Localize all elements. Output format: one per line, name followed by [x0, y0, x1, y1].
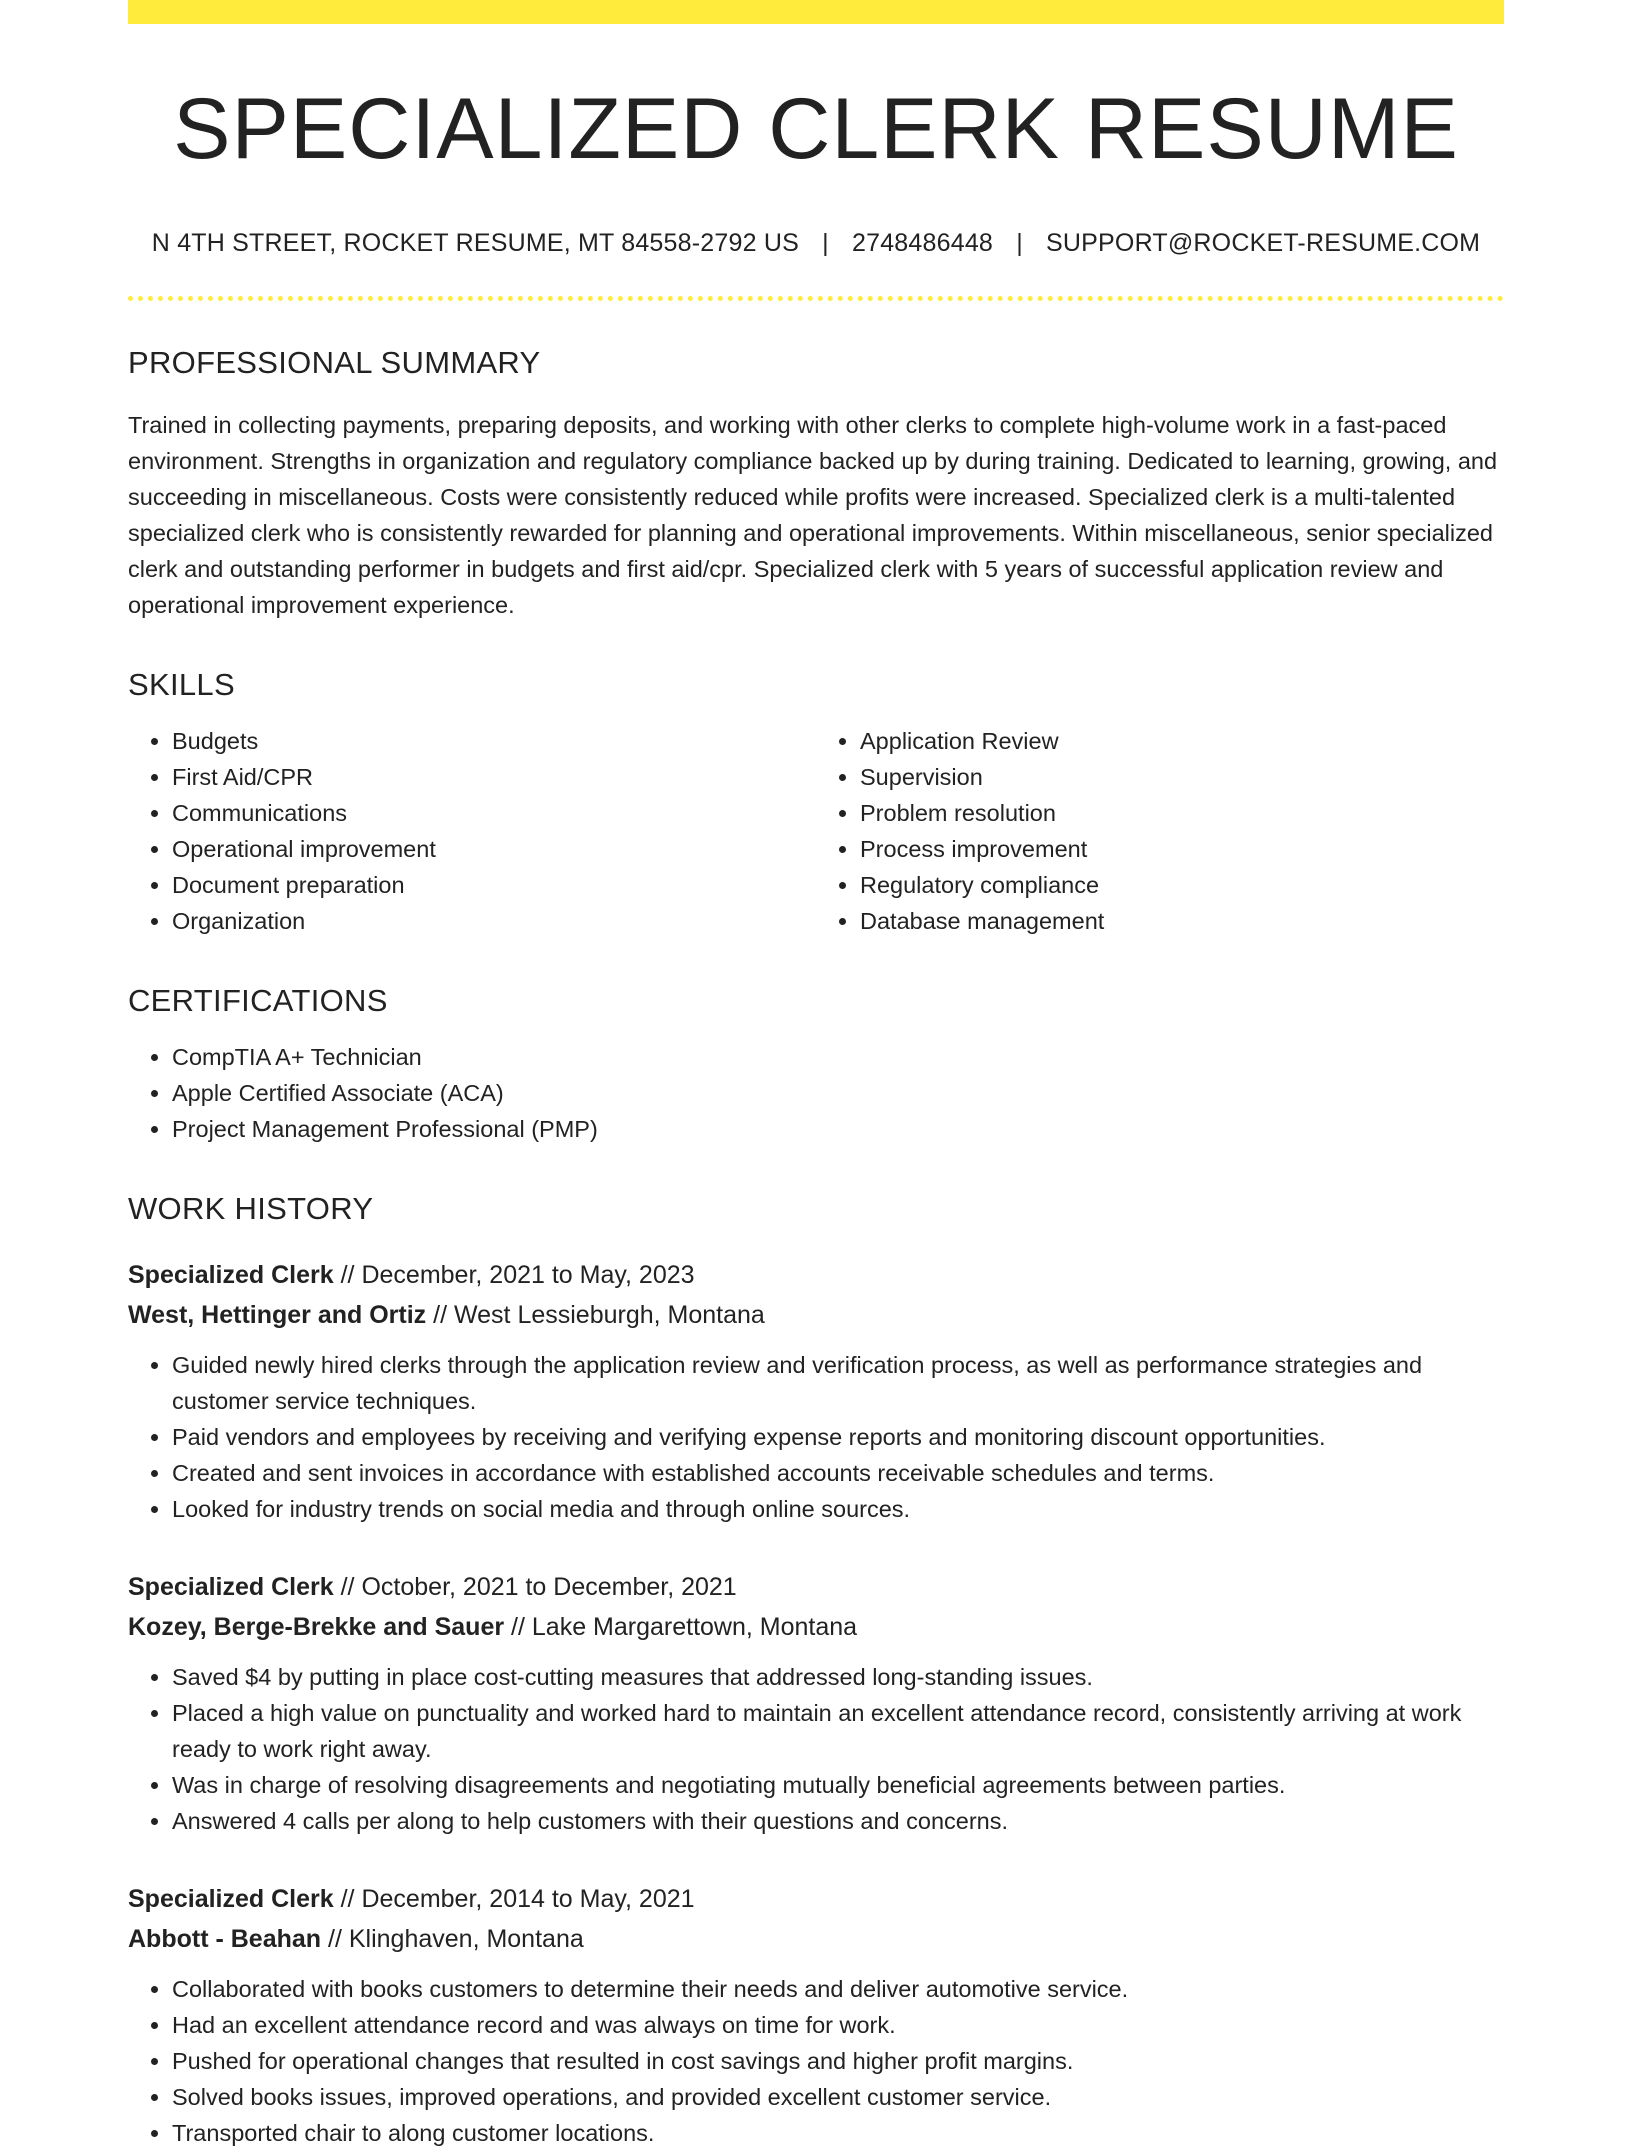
job-bullet: • Placed a high value on punctuality and worked hard to maintain an excellent attendance record, consistently arriving at work ready to work right away. [172, 1695, 1504, 1767]
job-bullet: • Collaborated with books customers to determine their needs and deliver automotive service. [172, 1971, 1504, 2007]
job-bullet: • Saved $4 by putting in place cost-cutting measures that addressed long-standing issues. [172, 1659, 1504, 1695]
job-dates: December, 2014 to May, 2021 [361, 1884, 695, 1913]
job-divider: // [433, 1300, 448, 1329]
contact-line [128, 229, 1504, 258]
skill-item: • Budgets [172, 723, 816, 759]
section-heading-summary: PROFESSIONAL SUMMARY [128, 344, 541, 380]
contact-address: N 4TH STREET, ROCKET RESUME, MT 84558-2792 US [151, 228, 799, 257]
job-entry [128, 1879, 1504, 2151]
work-history-section [128, 1191, 1504, 2151]
resume-title: SPECIALIZED CLERK RESUME [173, 81, 1459, 177]
job-location: Klinghaven, Montana [348, 1924, 584, 1953]
contact-separator: | [822, 228, 829, 257]
certification-item: • Project Management Professional (PMP) [172, 1111, 1504, 1147]
job-divider: // [340, 1884, 355, 1913]
section-heading-skills: SKILLS [128, 666, 235, 702]
skills-section [128, 667, 1504, 939]
job-dates: December, 2021 to May, 2023 [361, 1260, 695, 1289]
skill-item: • Document preparation [172, 867, 816, 903]
skill-item: • Operational improvement [172, 831, 816, 867]
job-bullet: • Was in charge of resolving disagreements and negotiating mutually beneficial agreements between parties. [172, 1767, 1504, 1803]
job-bullets [128, 1971, 1504, 2151]
job-company-line [128, 1607, 1504, 1647]
job-company: Kozey, Berge-Brekke and Sauer [128, 1612, 505, 1641]
job-title-line [128, 1567, 1504, 1607]
certification-item: • CompTIA A+ Technician [172, 1039, 1504, 1075]
contact-phone: 2748486448 [851, 228, 994, 257]
job-entry [128, 1255, 1504, 1527]
job-title-line [128, 1255, 1504, 1295]
job-company: Abbott - Beahan [128, 1924, 322, 1953]
job-bullet: • Transported chair to along customer locations. [172, 2115, 1504, 2151]
resume-page [128, 0, 1504, 2151]
job-bullet: • Guided newly hired clerks through the application review and verification process, as well as performance strategies and customer service techniques. [172, 1347, 1504, 1419]
job-entry [128, 1567, 1504, 1839]
skill-item: • Organization [172, 903, 816, 939]
job-bullet: • Solved books issues, improved operations, and provided excellent customer service. [172, 2079, 1504, 2115]
certification-item: • Apple Certified Associate (ACA) [172, 1075, 1504, 1111]
job-location: Lake Margarettown, Montana [531, 1612, 858, 1641]
skill-item: • First Aid/CPR [172, 759, 816, 795]
skills-list-right [816, 723, 1504, 939]
job-bullets [128, 1659, 1504, 1839]
skill-item: • Supervision [860, 759, 1504, 795]
job-bullet: • Paid vendors and employees by receiving and verifying expense reports and monitoring discount opportunities. [172, 1419, 1504, 1455]
skill-item: • Application Review [860, 723, 1504, 759]
job-bullet: • Pushed for operational changes that resulted in cost savings and higher profit margins. [172, 2043, 1504, 2079]
job-bullet: • Answered 4 calls per along to help customers with their questions and concerns. [172, 1803, 1504, 1839]
dotted-divider [128, 296, 1504, 301]
skills-grid [128, 703, 1504, 939]
job-title-line [128, 1879, 1504, 1919]
section-heading-work-history: WORK HISTORY [128, 1190, 374, 1226]
skill-item: • Regulatory compliance [860, 867, 1504, 903]
job-company-line [128, 1919, 1504, 1959]
skill-item: • Process improvement [860, 831, 1504, 867]
certifications-section [128, 983, 1504, 1147]
contact-email: SUPPORT@ROCKET-RESUME.COM [1046, 228, 1481, 257]
contact-separator: | [1016, 228, 1023, 257]
top-accent-bar [128, 0, 1504, 24]
job-bullets [128, 1347, 1504, 1527]
job-divider: // [340, 1260, 355, 1289]
certifications-list [128, 1039, 1504, 1147]
skills-list-left [128, 723, 816, 939]
summary-text: Trained in collecting payments, preparing deposits, and working with other clerks to complete high-volume work in a fast-paced environment. Strengths in organization and regulatory compliance backed up by during training. Dedicated to learning, growing, and succeeding in miscellaneous. Costs were consistently reduced while profits were increased. Specialized clerk is a multi-talented specialized clerk who is consistently rewarded for planning and operational improvements. Within miscellaneous, senior specialized clerk and outstanding performer in budgets and first aid/cpr. Specialized clerk with 5 years of successful application review and operational improvement experience. [128, 411, 1498, 618]
job-bullet: • Looked for industry trends on social media and through online sources. [172, 1491, 1504, 1527]
job-divider: // [511, 1612, 525, 1641]
job-title: Specialized Clerk [128, 1884, 334, 1913]
job-bullet: • Created and sent invoices in accordance with established accounts receivable schedules and terms. [172, 1455, 1504, 1491]
section-heading-certifications: CERTIFICATIONS [128, 982, 388, 1018]
job-company: West, Hettinger and Ortiz [128, 1300, 427, 1329]
job-dates: October, 2021 to December, 2021 [361, 1572, 737, 1601]
job-divider: // [328, 1924, 342, 1953]
job-title: Specialized Clerk [128, 1572, 334, 1601]
job-location: West Lessieburgh, Montana [454, 1300, 765, 1329]
skill-item: • Communications [172, 795, 816, 831]
job-bullet: • Had an excellent attendance record and was always on time for work. [172, 2007, 1504, 2043]
summary-section [128, 345, 1504, 623]
job-company-line [128, 1295, 1504, 1335]
skill-item: • Database management [860, 903, 1504, 939]
skill-item: • Problem resolution [860, 795, 1504, 831]
job-divider: // [340, 1572, 355, 1601]
job-title: Specialized Clerk [128, 1260, 334, 1289]
